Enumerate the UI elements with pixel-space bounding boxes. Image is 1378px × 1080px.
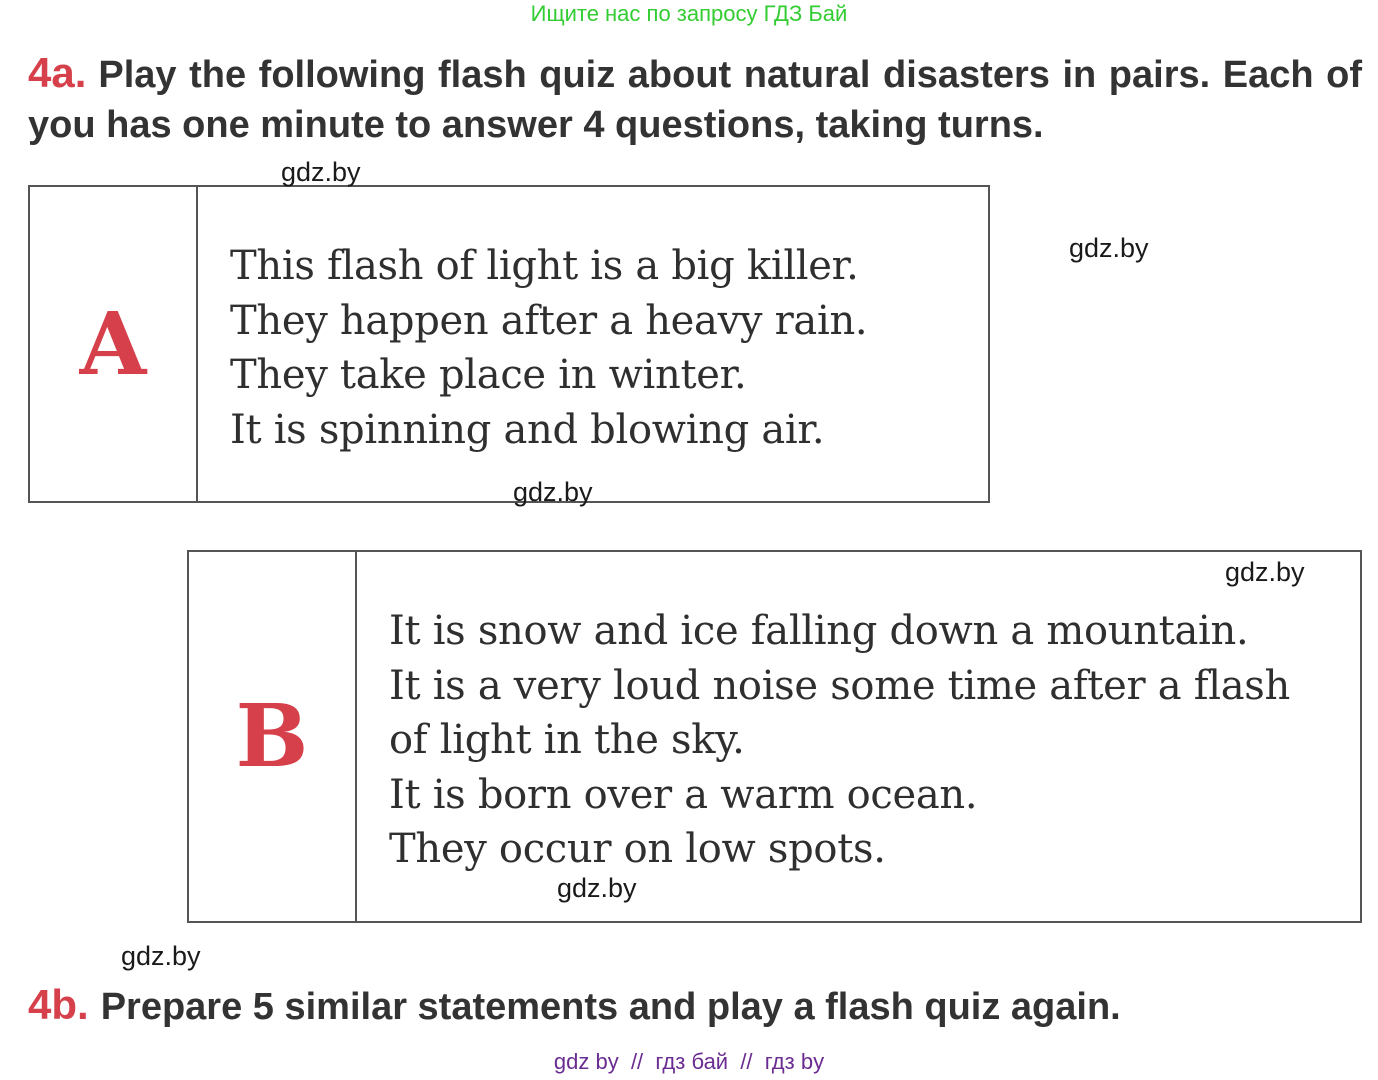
- card-a-statements: [230, 239, 867, 457]
- card-b-statements: [389, 604, 1290, 877]
- card-b-statement: They occur on low spots.: [389, 826, 886, 872]
- watermark: gdz.by: [1069, 233, 1149, 263]
- card-b-statement: It is a very loud noise some time after a flash: [389, 662, 1290, 709]
- task-4a-text: Play the following flash quiz about natural disasters in pairs. Each of you has one minute to answer 4 questions, taking turns.: [28, 54, 1362, 146]
- watermark: gdz.by: [121, 941, 201, 971]
- task-4b-heading: [28, 980, 1362, 1032]
- card-b-statement: It is born over a warm ocean.: [389, 771, 978, 818]
- card-a-letter: A: [30, 187, 198, 501]
- card-a-statement: It is spinning and blowing air.: [230, 406, 825, 453]
- card-a-statement: They happen after a heavy rain.: [230, 297, 868, 344]
- card-a-statement: This flash of light is a big killer.: [230, 243, 859, 289]
- task-4a-number: 4a.: [28, 49, 87, 96]
- card-b-letter: B: [189, 552, 357, 921]
- quiz-card-a: [28, 185, 990, 503]
- top-banner: Ищите нас по запросу ГДЗ Бай: [530, 1, 848, 26]
- task-4a-heading: [28, 48, 1362, 150]
- card-b-statement: of light in the sky.: [389, 717, 745, 763]
- watermark: gdz.by: [281, 157, 361, 187]
- quiz-card-b: [187, 550, 1362, 923]
- watermark: gdz.by: [1225, 557, 1305, 587]
- card-a-statement: They take place in winter.: [230, 352, 747, 398]
- task-4b-number: 4b.: [28, 981, 89, 1028]
- task-4b-text: Prepare 5 similar statements and play a flash quiz again.: [100, 986, 1121, 1028]
- watermark: gdz.by: [513, 477, 593, 507]
- watermark: gdz.by: [557, 873, 637, 903]
- card-b-statement: It is snow and ice falling down a mountain.: [389, 608, 1249, 654]
- footer-links: gdz by // гдз бай // гдз by: [553, 1049, 825, 1074]
